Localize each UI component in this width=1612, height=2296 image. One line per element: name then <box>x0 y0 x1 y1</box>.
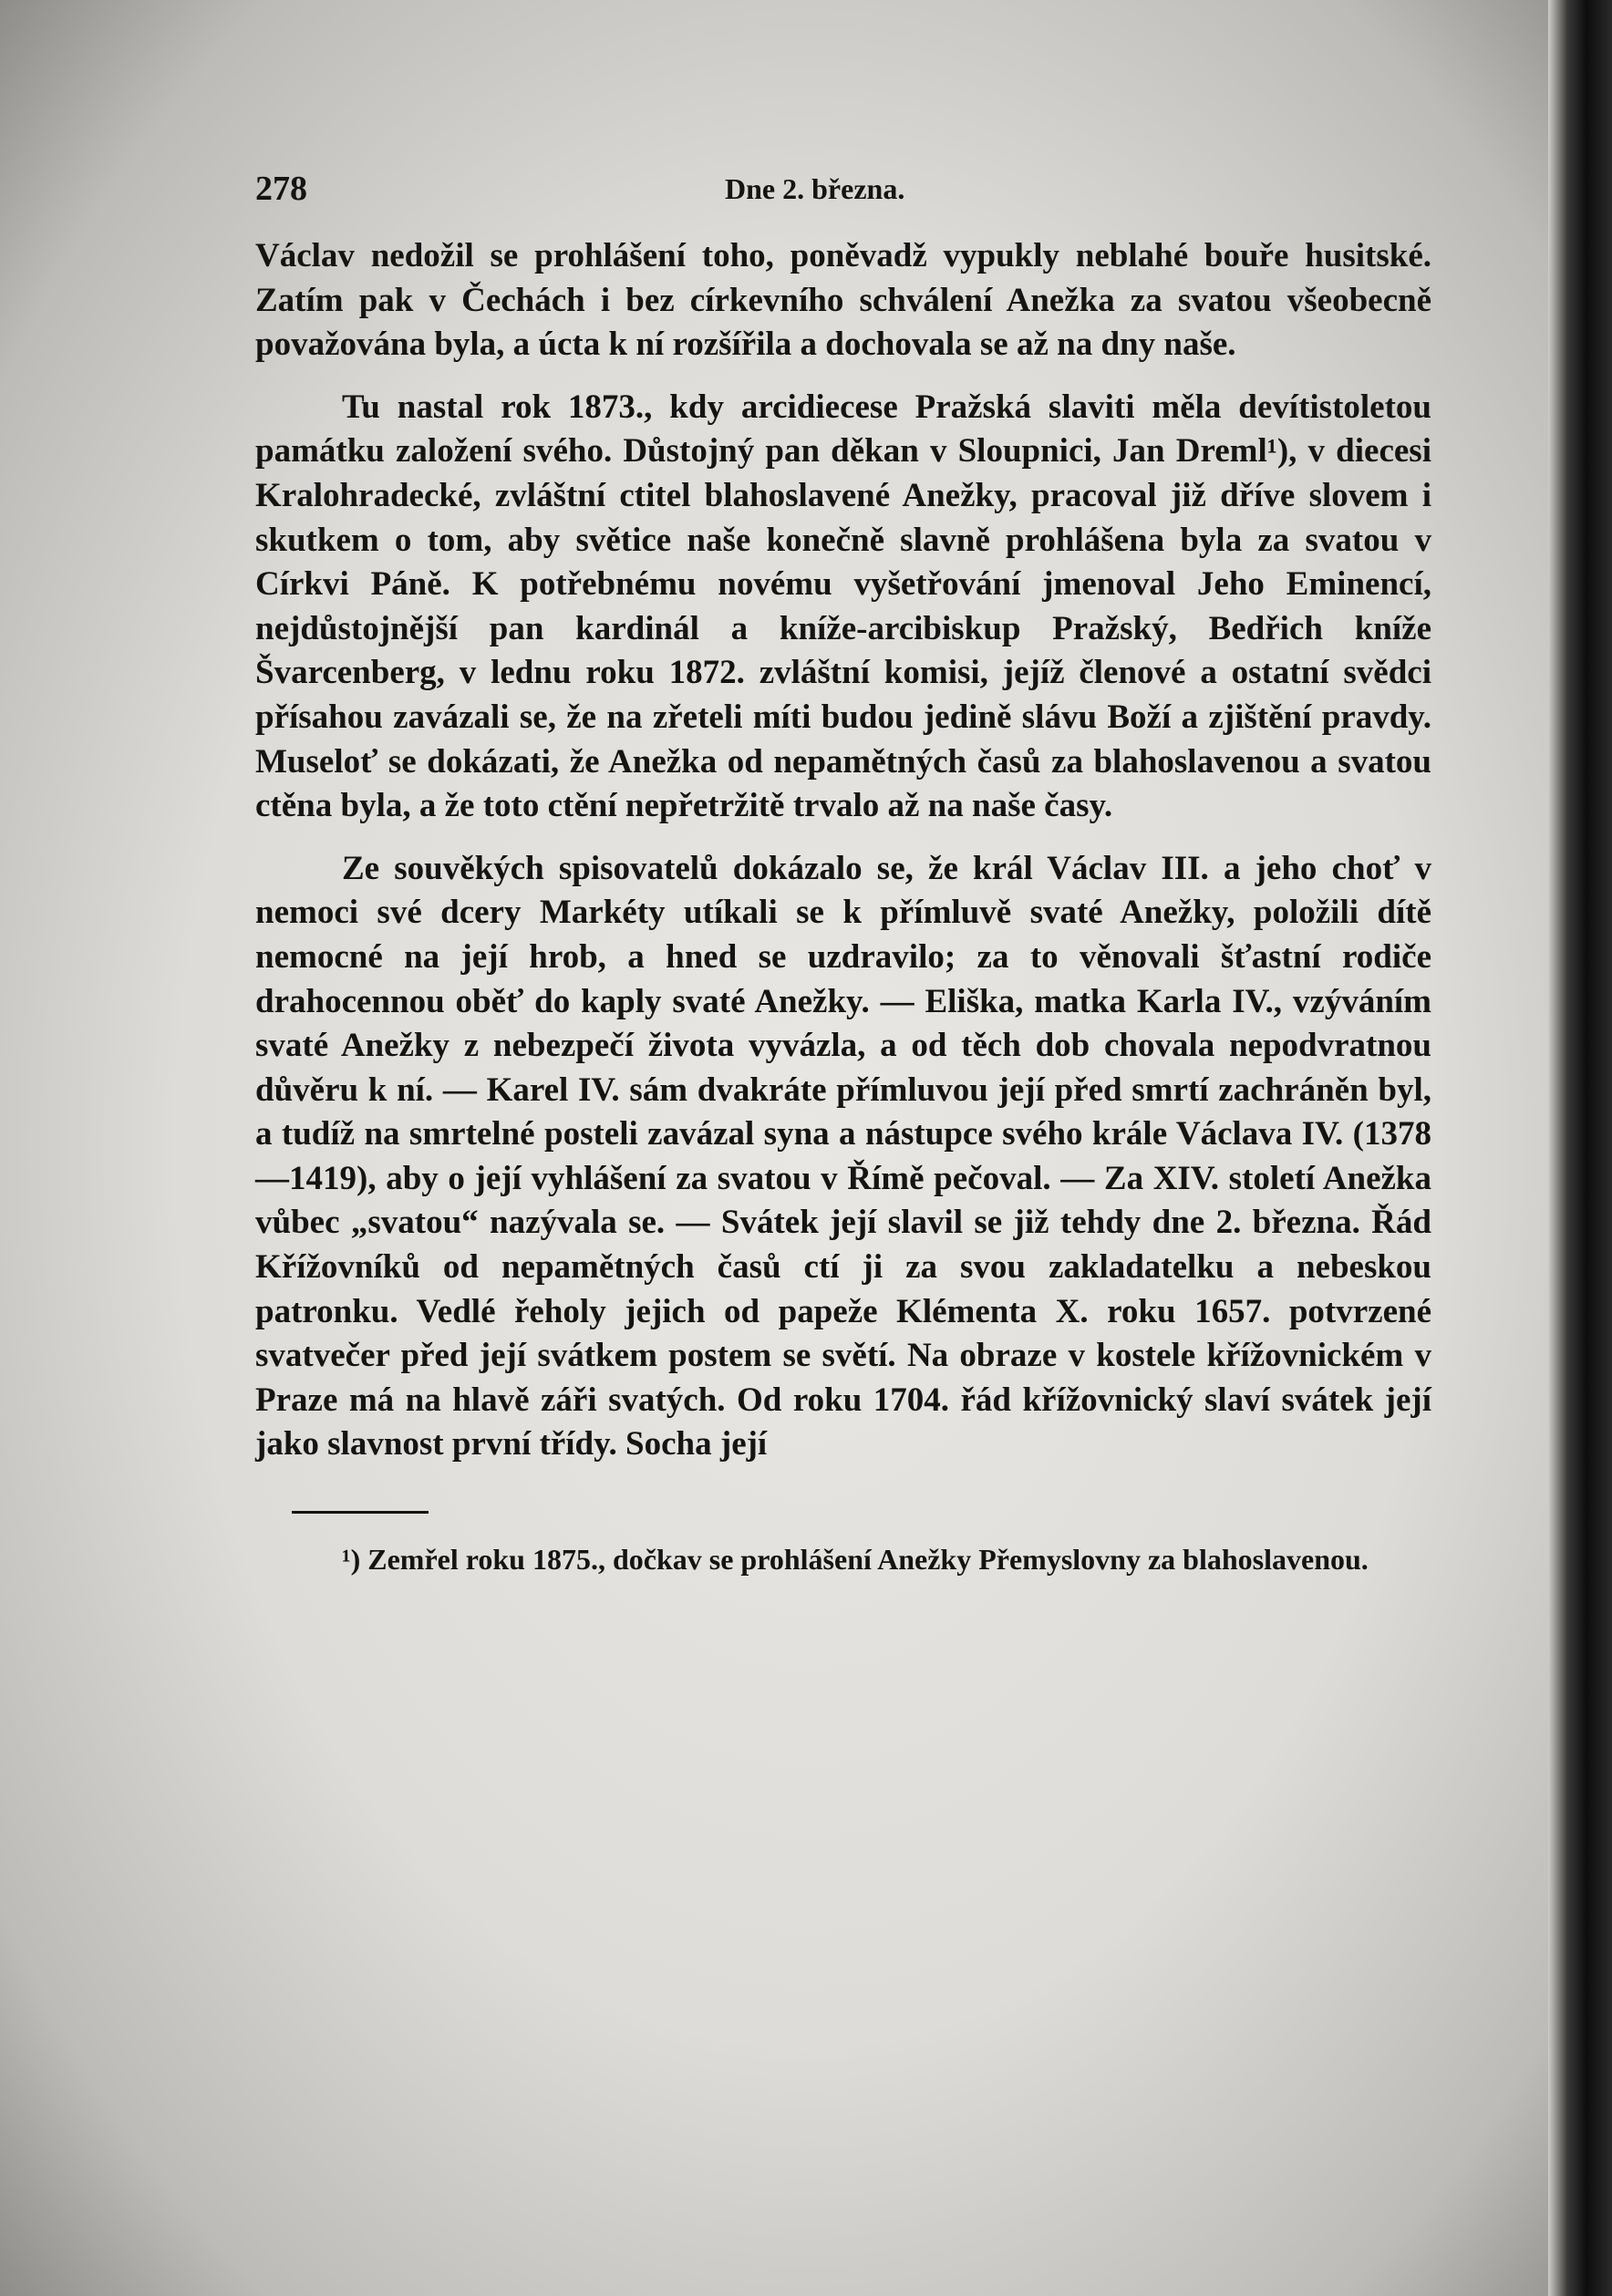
footnote: ¹) Zemřel roku 1875., dočkav se prohlášení Anežky Přemyslovny za blahoslavenou. <box>342 1543 1369 1577</box>
paragraph-2: Tu nastal rok 1873., kdy arcidiecese Pražská slaviti měla devítistoletou památku založení svého. Důstojný pan děkan v Sloupnici, Jan Dreml¹), v diecesi Kralohradecké, zvláštní ctitel blahoslavené Anežky, pracoval již dříve slovem i skutkem o tom, aby světice naše konečně slavně prohlášena byla za svatou v Církvi Páně. K potřebnému novému vyšetřování jmenoval Jeho Eminencí, nejdůstojnější pan kardinál a kníže-arcibiskup Pražský, Bedřich kníže Švarcenberg, v lednu roku 1872. zvláštní komisi, jejíž členové a ostatní svědci přísahou zavázali se, že na zřeteli míti budou jedině slávu Boží a zjištění pravdy. Museloť se dokázati, že Anežka od nepamětných časů za blahoslavenou a svatou ctěna byla, a že toto ctění nepřetržitě trvalo až na naše časy. <box>255 388 1431 825</box>
page-number: 278 <box>255 170 307 208</box>
book-spine-shadow <box>1548 0 1612 2296</box>
paragraph-1: Václav nedožil se prohlášení toho, poněvadž vypukly neblahé bouře husitské. Zatím pak v Čechách i bez církevního schválení Anežka za svatou všeobecně považována byla, a úcta k ní rozšířila a dochovala se až na dny naše. <box>255 237 1431 364</box>
running-head: Dne 2. března. <box>725 172 905 205</box>
paragraph-3: Ze souvěkých spisovatelů dokázalo se, že král Václav III. a jeho choť v nemoci své dcery Markéty utíkali se k přímluvě svaté Anežky, položili dítě nemocné na její hrob, a hned se uzdravilo; za to věnovali šťastní rodiče drahocennou oběť do kaply svaté Anežky. — Eliška, matka Karla IV., vzýváním svaté Anežky z nebezpečí života vyvázla, a od těch dob chovala nepodvratnou důvěru k ní. — Karel IV. sám dvakráte přímluvou její před smrtí zachráněn byl, a tudíž na smrtelné posteli zavázal syna a nástupce svého krále Václava IV. (1378—1419), aby o její vyhlášení za svatou v Římě pečoval. — Za XIV. století Anežka vůbec „svatou“ nazývala se. — Svátek její slavil se již tehdy dne 2. března. Řád Křížovníků od nepamětných časů ctí ji za svou zakladatelku a nebeskou patronku. Vedlé řeholy jejich od papeže Klémenta X. roku 1657. potvrzené svatvečer před její svátkem postem se světí. Na obraze v kostele křížovnickém v Praze má na hlavě záři svatých. Od roku 1704. řád křížovnický slaví svátek její jako slavnost první třídy. Socha její <box>255 849 1431 1463</box>
page-content <box>255 169 1441 1580</box>
body-text <box>255 234 1431 1467</box>
footnote-separator <box>292 1511 429 1514</box>
page-header <box>255 169 1441 223</box>
